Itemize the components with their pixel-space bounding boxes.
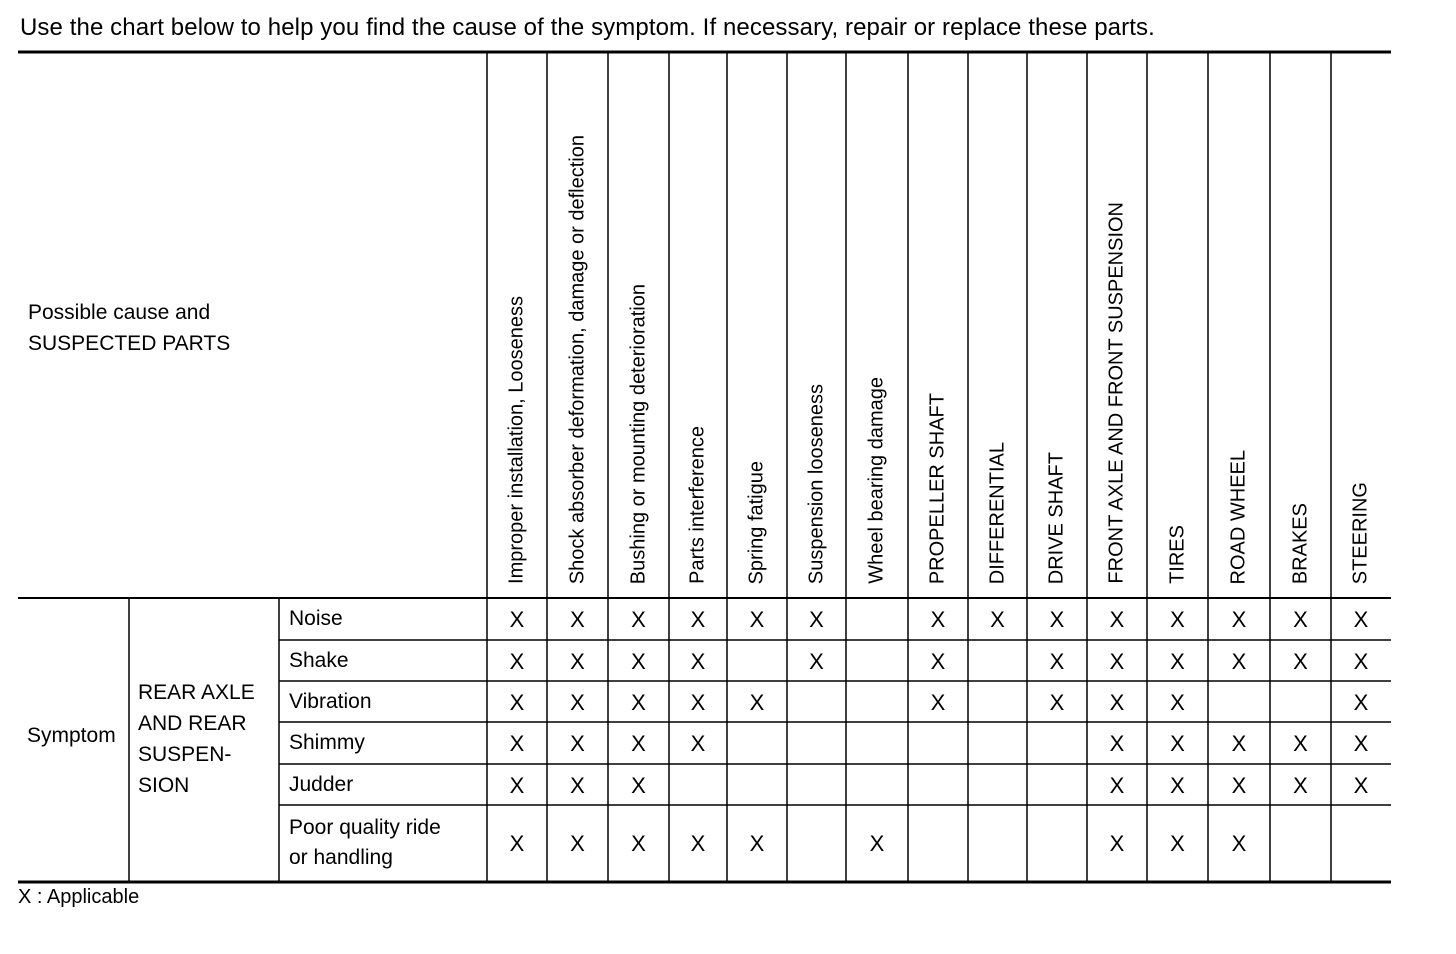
applicable-mark: X [1353, 648, 1369, 674]
column-header [908, 55, 968, 597]
applicable-mark: X [1049, 689, 1065, 715]
applicable-mark: X [631, 772, 646, 798]
column-header [487, 55, 547, 597]
applicable-mark: X [570, 689, 585, 715]
applicable-mark: X [1170, 648, 1185, 674]
applicable-mark: X [1170, 772, 1185, 798]
group-label [138, 677, 255, 801]
applicable-mark: X [570, 831, 585, 856]
row-label: Judder [289, 772, 354, 796]
column-header [968, 55, 1027, 597]
column-header [1208, 55, 1270, 597]
applicable-mark: X [1231, 607, 1247, 632]
applicable-mark: X [990, 607, 1005, 632]
applicable-mark: X [1353, 689, 1369, 715]
applicable-mark: X [570, 648, 585, 674]
column-header [1087, 55, 1147, 597]
applicable-mark: X [749, 607, 765, 632]
header-label-line2: SUSPECTED PARTS [28, 332, 231, 355]
applicable-mark: X [1109, 831, 1125, 856]
column-header [1147, 55, 1208, 597]
applicable-mark: X [690, 607, 706, 632]
applicable-mark: X [930, 648, 946, 674]
applicable-mark: X [1109, 648, 1125, 674]
applicable-mark: X [1049, 648, 1065, 674]
applicable-mark: X [509, 772, 525, 798]
column-header [1331, 55, 1391, 597]
applicable-mark: X [1293, 772, 1308, 798]
applicable-mark: X [1231, 648, 1247, 674]
applicable-mark: X [631, 648, 646, 674]
applicable-mark: X [690, 731, 706, 756]
applicable-mark: X [570, 772, 585, 798]
column-header-text: Spring fatigue [745, 460, 768, 584]
applicable-mark: X [1170, 831, 1185, 856]
applicable-mark: X [509, 689, 525, 715]
header-label [28, 297, 230, 359]
applicable-mark: X [509, 607, 525, 632]
applicable-mark: X [809, 607, 824, 632]
column-header [669, 55, 727, 597]
applicable-mark: X [1109, 689, 1125, 715]
applicable-mark: X [631, 607, 646, 632]
applicable-mark: X [1231, 731, 1247, 756]
header-label-line1: Possible cause and [28, 301, 211, 324]
applicable-mark: X [749, 831, 765, 856]
row-label: Vibration [289, 689, 372, 713]
applicable-mark: X [1353, 607, 1369, 632]
applicable-mark: X [1109, 731, 1125, 756]
applicable-mark: X [1170, 689, 1185, 715]
intro-text: Use the chart below to help you find the cause of the symptom. If necessary, repair or replace these parts. [20, 14, 1155, 41]
applicable-mark: X [631, 689, 646, 715]
applicable-mark: X [1049, 607, 1065, 632]
column-header-text: Bushing or mounting deterioration [627, 283, 649, 584]
applicable-mark: X [1353, 731, 1369, 756]
applicable-mark: X [1293, 731, 1308, 756]
column-header-text: ROAD WHEEL [1227, 449, 1250, 584]
column-header-text: Wheel bearing damage [865, 377, 888, 584]
column-header [547, 55, 608, 597]
applicable-mark: X [1109, 607, 1125, 632]
applicable-mark: X [1170, 607, 1185, 632]
column-header [608, 55, 669, 597]
applicable-mark: X [1109, 772, 1125, 798]
applicable-mark: X [690, 831, 706, 856]
column-header-text: PROPELLER SHAFT [926, 392, 949, 584]
applicable-mark: X [570, 607, 585, 632]
applicable-mark: X [690, 648, 706, 674]
row-label: Poor quality ride [289, 816, 441, 839]
applicable-mark: X [1293, 607, 1308, 632]
applicable-mark: X [631, 731, 646, 756]
column-header-text: Improper installation, Looseness [505, 296, 528, 584]
applicable-mark: X [1231, 831, 1247, 856]
column-header-text: TIRES [1166, 525, 1188, 584]
footnote: X : Applicable [18, 886, 140, 908]
applicable-mark: X [631, 831, 646, 856]
applicable-mark: X [509, 731, 525, 756]
column-header-text: Suspension looseness [805, 383, 827, 584]
row-label: or handling [289, 846, 393, 869]
column-header [787, 55, 846, 597]
column-header-text: DRIVE SHAFT [1045, 451, 1068, 584]
applicable-mark: X [1293, 648, 1308, 674]
row-label: Shake [289, 648, 349, 672]
group-label-line2: AND REAR [138, 712, 247, 735]
row-label: Noise [289, 607, 343, 630]
applicable-mark: X [1170, 731, 1185, 756]
group-label-line1: REAR AXLE [138, 681, 255, 704]
row-label: Shimmy [289, 731, 365, 754]
column-header [1027, 55, 1087, 597]
applicable-mark: X [509, 648, 525, 674]
applicable-mark: X [930, 607, 946, 632]
applicable-mark: X [509, 831, 525, 856]
applicable-mark: X [749, 689, 765, 715]
applicable-mark: X [570, 731, 585, 756]
symptom-label: Symptom [27, 724, 116, 747]
column-header-text: Parts interference [686, 426, 709, 584]
applicable-mark: X [809, 648, 824, 674]
column-header-text: Shock absorber deformation, damage or deflection [566, 134, 588, 584]
column-header-text: FRONT AXLE AND FRONT SUSPENSION [1105, 202, 1128, 584]
applicable-mark: X [869, 831, 885, 856]
column-header [727, 55, 787, 597]
applicable-mark: X [930, 689, 946, 715]
applicable-mark: X [690, 689, 706, 715]
column-header-text: BRAKES [1289, 502, 1311, 584]
group-label-line3: SUSPEN- [138, 743, 232, 766]
column-header-text: STEERING [1349, 481, 1372, 584]
column-header [846, 55, 908, 597]
applicable-mark: X [1353, 772, 1369, 798]
column-header-text: DIFFERENTIAL [986, 441, 1008, 584]
column-header [1270, 55, 1331, 597]
applicable-mark: X [1231, 772, 1247, 798]
group-label-line4: SION [138, 774, 190, 797]
